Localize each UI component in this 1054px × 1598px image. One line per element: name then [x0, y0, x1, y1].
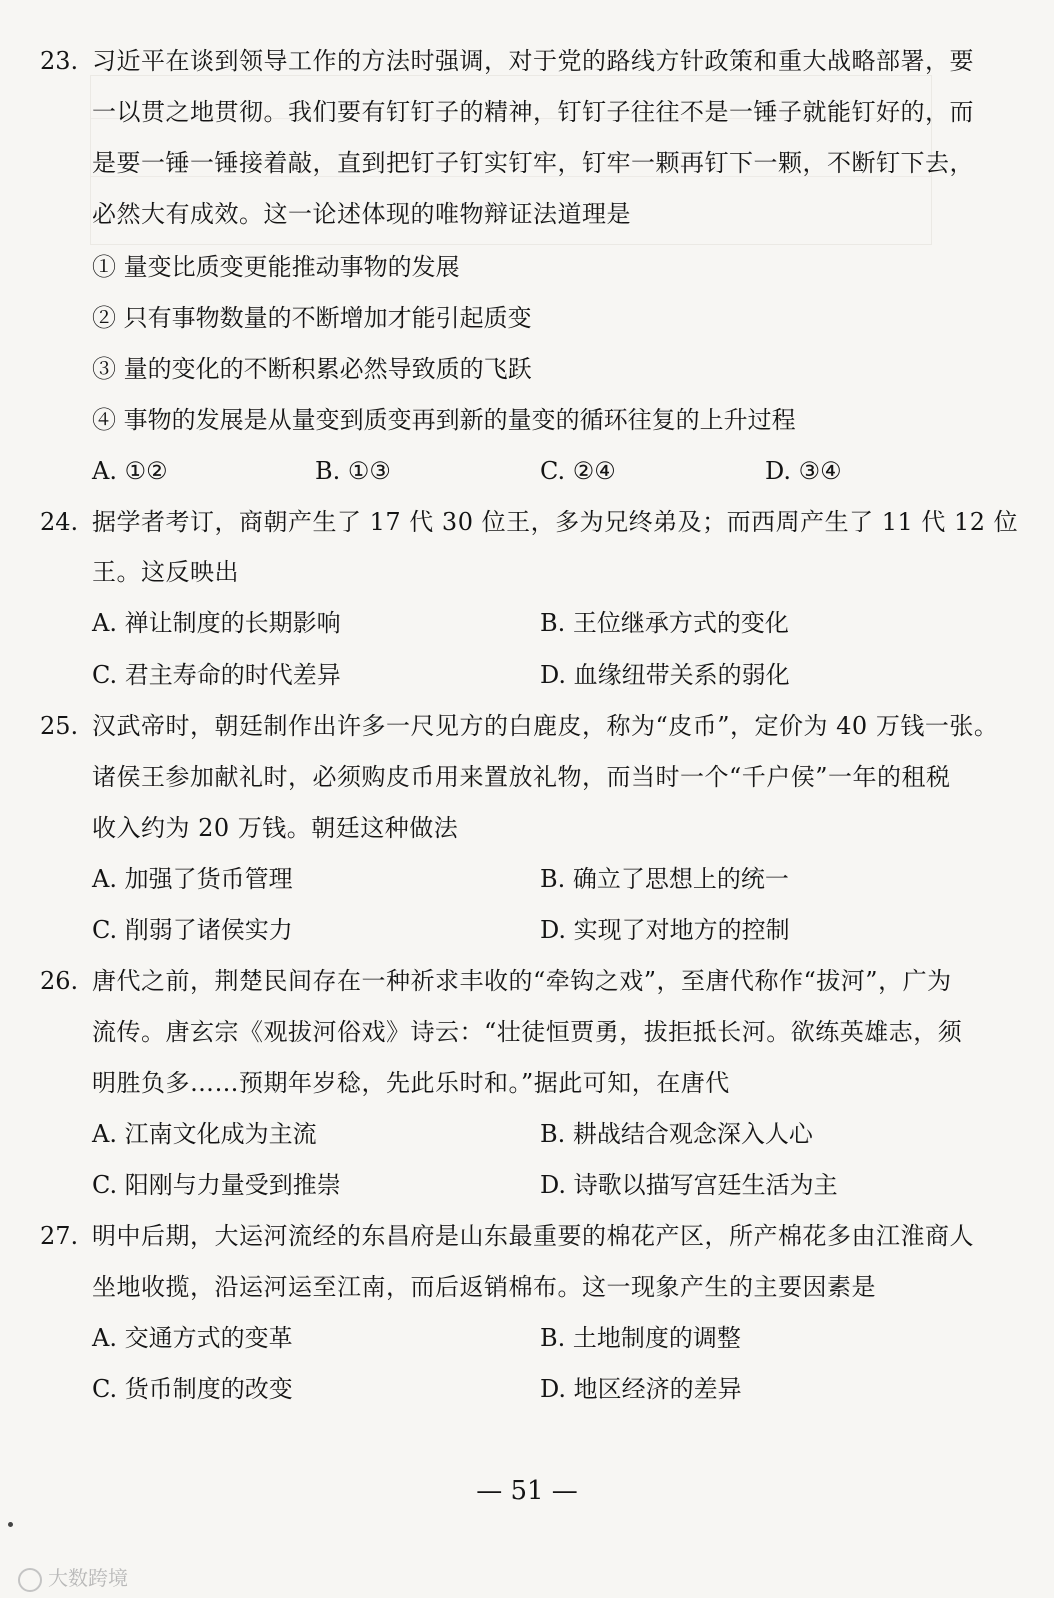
- option-a: A. 江南文化成为主流: [92, 1120, 317, 1148]
- option-c: C. 削弱了诸侯实力: [92, 916, 293, 944]
- question-number: 24.: [40, 508, 79, 536]
- option-c: C. 君主寿命的时代差异: [92, 661, 341, 689]
- question-text-line: 一以贯之地贯彻。我们要有钉钉子的精神，钉钉子往往不是一锤子就能钉好的，而: [92, 98, 974, 126]
- question-text-line: 是要一锤一锤接着敲，直到把钉子钉实钉牢，钉牢一颗再钉下一颗，不断钉下去，: [92, 149, 974, 177]
- option-c: C. ②④: [540, 457, 616, 485]
- question-text-line: 坐地收揽，沿运河运至江南，而后返销棉布。这一现象产生的主要因素是: [92, 1273, 876, 1301]
- question-text-line: 汉武帝时，朝廷制作出许多一尺见方的白鹿皮，称为“皮币”，定价为 40 万钱一张。: [92, 712, 999, 740]
- question-text-line: 收入约为 20 万钱。朝廷这种做法: [92, 814, 459, 842]
- question-number: 23.: [40, 47, 79, 75]
- question-text-line: 据学者考订，商朝产生了 17 代 30 位王，多为兄终弟及；而西周产生了 11 代 12 位: [92, 508, 1019, 536]
- watermark: [18, 1562, 128, 1592]
- question-number: 26.: [40, 967, 79, 995]
- option-c: C. 阳刚与力量受到推崇: [92, 1171, 341, 1199]
- option-d: D. 实现了对地方的控制: [540, 916, 790, 944]
- option-a: A. 禅让制度的长期影响: [92, 609, 341, 637]
- question-number: 27.: [40, 1222, 79, 1250]
- option-b: B. ①③: [315, 457, 391, 485]
- option-a: A. 交通方式的变革: [92, 1324, 293, 1352]
- watermark-logo-icon: [18, 1568, 42, 1592]
- question-text-line: 习近平在谈到领导工作的方法时强调，对于党的路线方针政策和重大战略部署，要: [92, 47, 974, 75]
- question-text-line: 明胜负多……预期年岁稔，先此乐时和。”据此可知，在唐代: [92, 1069, 730, 1097]
- option-c: C. 货币制度的改变: [92, 1375, 293, 1403]
- statement-1: ① 量变比质变更能推动事物的发展: [92, 253, 460, 281]
- option-d: D. ③④: [765, 457, 842, 485]
- page-number: — 51 —: [476, 1476, 578, 1506]
- option-a: A. ①②: [92, 457, 168, 485]
- statement-3: ③ 量的变化的不断积累必然导致质的飞跃: [92, 355, 532, 383]
- question-text-line: 必然大有成效。这一论述体现的唯物辩证法道理是: [92, 200, 631, 228]
- watermark-text: 大数跨境: [48, 1566, 128, 1590]
- option-b: B. 王位继承方式的变化: [540, 609, 789, 637]
- statement-4: ④ 事物的发展是从量变到质变再到新的量变的循环往复的上升过程: [92, 406, 796, 434]
- option-b: B. 确立了思想上的统一: [540, 865, 789, 893]
- option-d: D. 诗歌以描写宫廷生活为主: [540, 1171, 838, 1199]
- question-text-line: 流传。唐玄宗《观拔河俗戏》诗云：“壮徒恒贾勇，拔拒抵长河。欲练英雄志，须: [92, 1018, 963, 1046]
- statement-2: ② 只有事物数量的不断增加才能引起质变: [92, 304, 532, 332]
- option-a: A. 加强了货币管理: [92, 865, 293, 893]
- option-b: B. 耕战结合观念深入人心: [540, 1120, 813, 1148]
- question-text-line: 明中后期，大运河流经的东昌府是山东最重要的棉花产区，所产棉花多由江淮商人: [92, 1222, 974, 1250]
- option-d: D. 血缘纽带关系的弱化: [540, 661, 790, 689]
- question-number: 25.: [40, 712, 79, 740]
- option-d: D. 地区经济的差异: [540, 1375, 742, 1403]
- question-text-line: 王。这反映出: [92, 558, 239, 586]
- option-b: B. 土地制度的调整: [540, 1324, 741, 1352]
- question-text-line: 诸侯王参加献礼时，必须购皮币用来置放礼物，而当时一个“千户侯”一年的租税: [92, 763, 951, 791]
- question-text-line: 唐代之前，荆楚民间存在一种祈求丰收的“牵钩之戏”，至唐代称作“拔河”，广为: [92, 967, 952, 995]
- scan-speck: [8, 1522, 13, 1527]
